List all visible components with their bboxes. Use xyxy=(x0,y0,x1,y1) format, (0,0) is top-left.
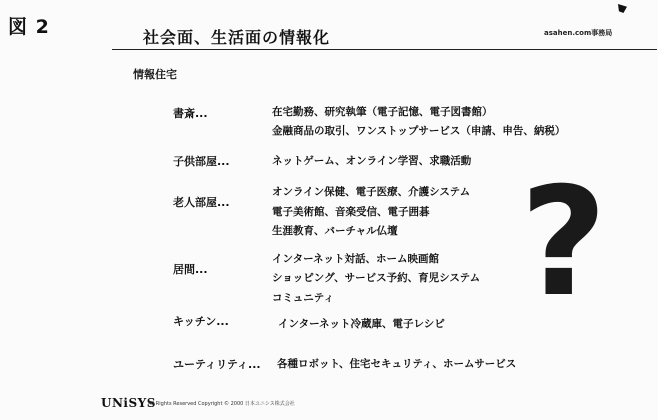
corner-mark xyxy=(618,4,627,13)
section-heading: 情報住宅 xyxy=(133,68,177,81)
title-divider xyxy=(112,49,657,50)
room-item: 各種ロボット、住宅セキュリティ、ホームサービス xyxy=(277,358,517,370)
figure-label: 図 2 xyxy=(8,16,50,38)
room-item: ネットゲーム、オンライン学習、求職活動 xyxy=(272,155,472,167)
unisys-logo: UNiSYS xyxy=(101,396,156,410)
room-label-study: 書斎... xyxy=(173,107,208,120)
room-item: 生涯教育、バーチャル仏壇 xyxy=(272,225,398,237)
slide-title: 社会面、生活面の情報化 xyxy=(143,28,331,47)
copyright-text: All Rights Reserved Copyright © 2000 日本ユニシス株式会社 xyxy=(148,401,295,407)
source-label: asahen.com事務局 xyxy=(544,29,613,37)
room-item: オンライン保健、電子医療、介護システム xyxy=(272,186,471,198)
room-item: 在宅勤務、研究執筆（電子記憶、電子図書館） xyxy=(272,106,493,118)
room-label-elderly-room: 老人部屋... xyxy=(173,196,230,209)
room-item: 電子美術館、音楽受信、電子囲碁 xyxy=(272,206,430,218)
room-item: ショッピング、サービス予約、育児システム xyxy=(272,272,481,284)
room-label-kids-room: 子供部屋... xyxy=(173,155,230,168)
room-item: インターネット冷蔵庫、電子レシピ xyxy=(278,318,445,330)
room-label-utility: ユーティリティ... xyxy=(173,358,261,371)
room-label-kitchen: キッチン... xyxy=(173,315,229,328)
room-item: 金融商品の取引、ワンストップサービス（申請、申告、納税） xyxy=(272,125,566,137)
room-item: インターネット対話、ホーム映画館 xyxy=(272,253,440,265)
question-mark-graphic: ? xyxy=(520,156,608,330)
room-label-living-room: 居間... xyxy=(173,263,208,276)
room-item: コミュニティ xyxy=(272,292,334,304)
